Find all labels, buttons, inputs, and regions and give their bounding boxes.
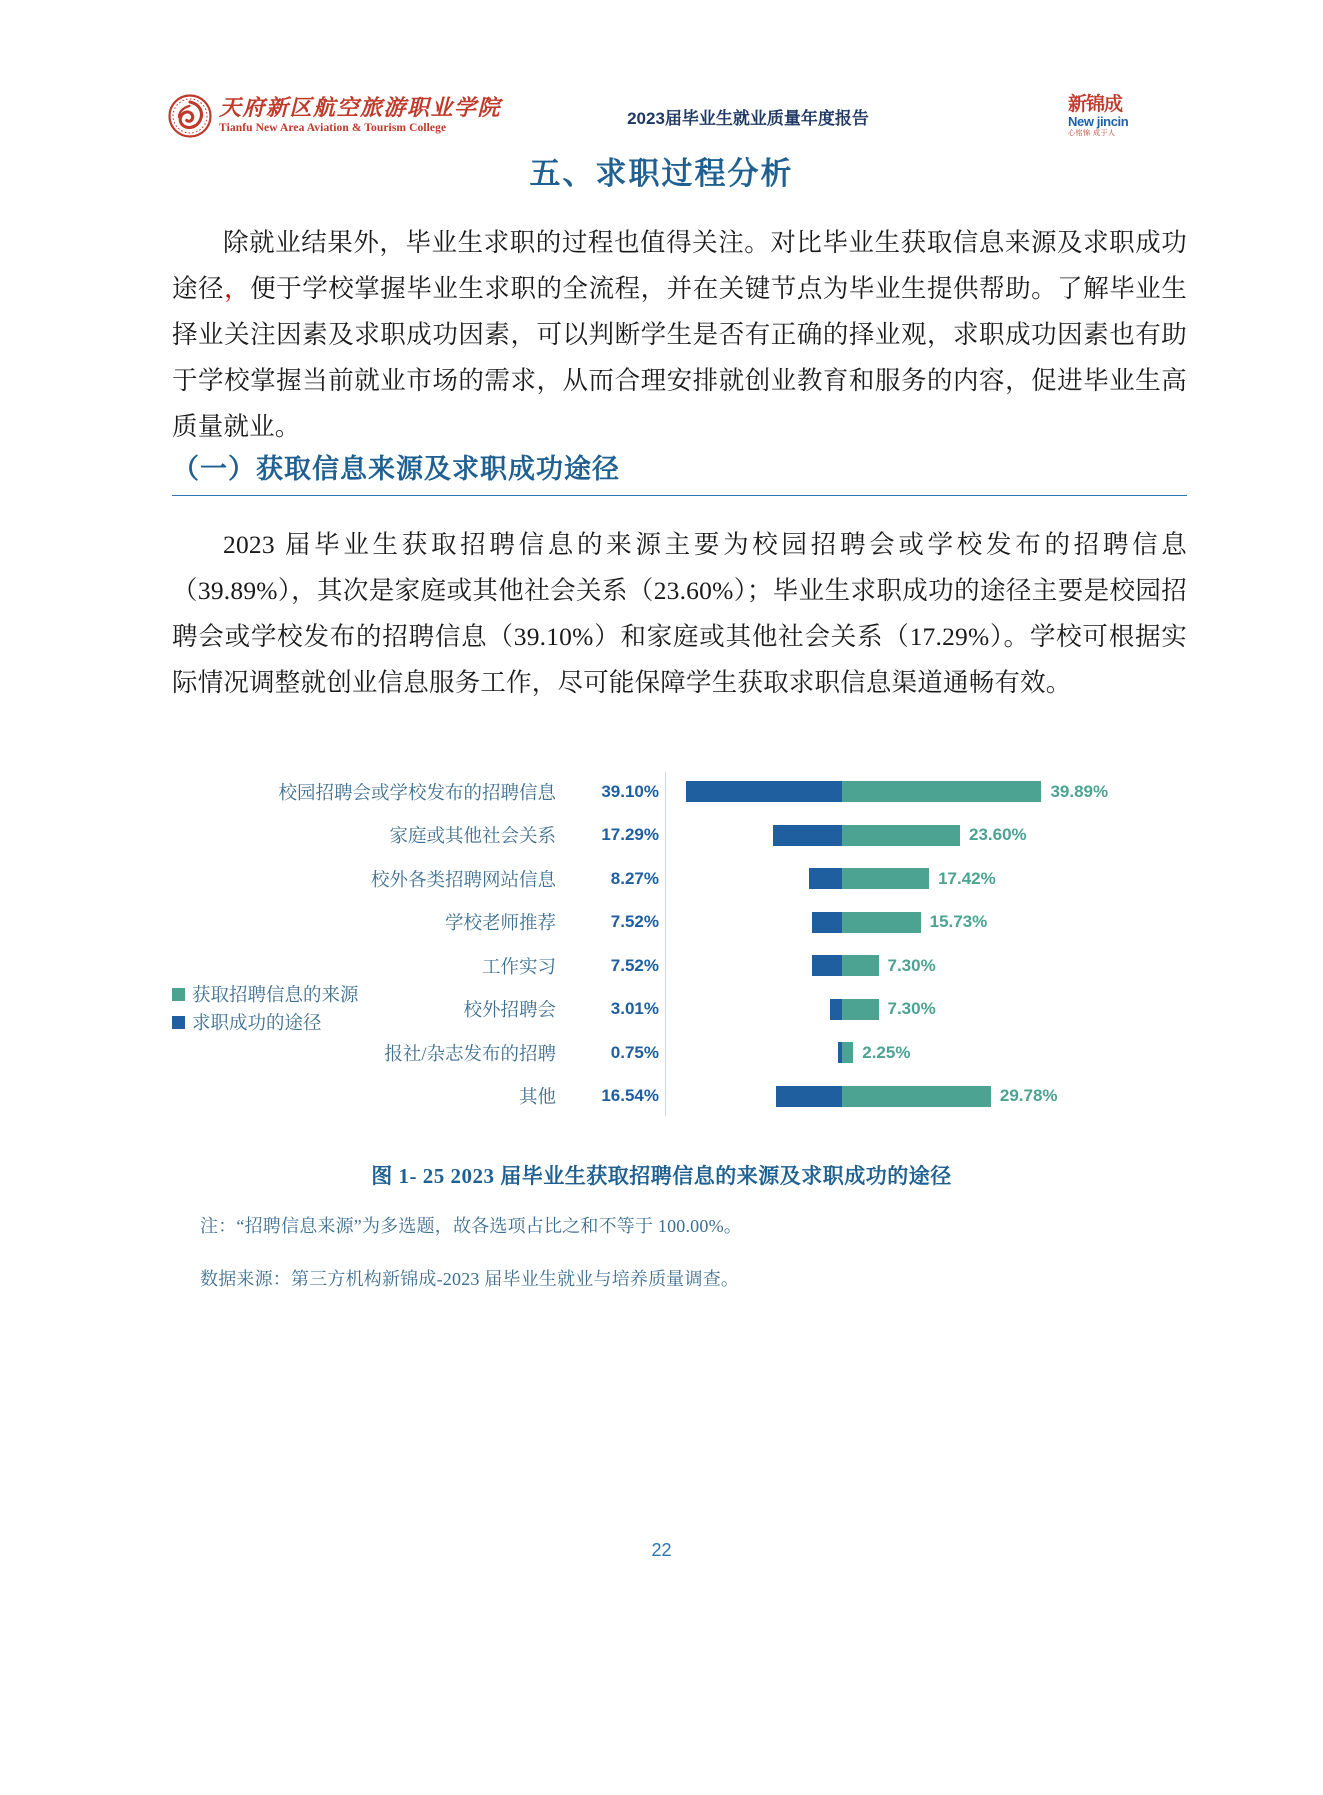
chart-category-label: 学校老师推荐 [444,914,556,935]
college-logo [168,94,502,138]
figure-note-source: 数据来源：第三方机构新锦成-2023 届毕业生就业与培养质量调查。 [200,1269,740,1289]
chart-legend-swatch [172,1016,185,1029]
chart-row [172,857,1187,901]
chart-bar-right [842,1086,991,1107]
chart-bars [668,944,1088,988]
chart-right-value: 29.78% [999,1086,1058,1105]
figure-note-multiselect: 注：“招聘信息来源”为多选题，故各选项占比之和不等于 100.00%。 [200,1216,742,1236]
section-title: 五、求职过程分析 [529,156,794,191]
chart-left-value: 39.10% [601,781,659,801]
chart-right-value: 15.73% [929,912,988,931]
analysis-paragraph-text: 2023 届毕业生获取招聘信息的来源主要为校园招聘会或学校发布的招聘信息（39.89%），其次是家庭或其他社会关系（23.60%）；毕业生求职成功的途径主要是校园招聘会或学校发布的招聘信息（39.10%）和家庭或其他社会关系（17.29%）。学校可根据实际情况调整就创业信息服务工作，尽可能保障学生获取求职信息渠道通畅有效。 [172,530,1187,697]
chart-left-value: 3.01% [610,999,659,1019]
chart-legend-swatch [172,988,185,1001]
chart-bars [668,857,1088,901]
chart-bar-left [773,825,842,846]
chart-left-value: 7.52% [610,955,659,975]
chart-left-value: 0.75% [610,1042,659,1062]
chart-left-value: 17.29% [601,825,659,845]
figure-caption: 图 1- 25 2023 届毕业生获取招聘信息的来源及求职成功的途径 [371,1164,952,1188]
chart-rows [172,770,1187,1118]
vendor-name-en: New jincin [1068,113,1129,129]
page-number: 22 [651,1540,672,1560]
report-title-header: 2023届毕业生就业质量年度报告 [627,108,869,128]
chart-bar-right [842,999,879,1020]
vendor-name-cn: 新锦成 [1068,94,1123,116]
bar-chart [172,770,1187,1130]
chart-bar-right [842,912,921,933]
chart-category-label: 家庭或其他社会关系 [389,827,556,848]
chart-legend [172,980,372,1036]
chart-bar-left [812,955,842,976]
chart-bars [668,1031,1088,1075]
chart-bars [668,988,1088,1032]
chart-bar-left [812,912,842,933]
chart-category-label: 校外招聘会 [463,1001,556,1022]
college-seal-icon [168,94,212,138]
chart-legend-item [172,980,372,1008]
chart-category-label: 校园招聘会或学校发布的招聘信息 [278,783,556,804]
chart-row [172,901,1187,945]
chart-bar-right [842,1042,853,1063]
intro-text-a: 除就业结果外，毕业生求职的过程也值得关注。对比毕业生获取信息来源及求职成功途径 [172,228,1187,303]
chart-bar-left [686,781,842,802]
chart-bar-right [842,781,1041,802]
subsection-heading [172,452,1187,496]
chart-bar-right [842,868,929,889]
vendor-tagline: 心铭锦 成于人 [1068,129,1116,137]
chart-bars [668,901,1088,945]
chart-legend-label: 获取招聘信息的来源 [192,986,359,1006]
chart-bar-right [842,955,879,976]
chart-category-label: 报社/杂志发布的招聘 [384,1044,556,1065]
chart-left-value: 7.52% [610,912,659,932]
intro-paragraph [172,220,1187,450]
chart-bars [668,1075,1088,1119]
intro-text-b: 便于学校掌握毕业生求职的全流程，并在关键节点为毕业生提供帮助。了解毕业生择业关注因素及求职成功因素，可以判断学生是否有正确的择业观，求职成功因素也有助于学校掌握当前就业市场的需求，从而合理安排就创业教育和服务的内容，促进毕业生高质量就业。 [172,274,1188,441]
chart-bars [668,770,1109,814]
subsection-heading-text: （一）获取信息来源及求职成功途径 [172,454,620,484]
chart-right-value: 2.25% [862,1042,911,1062]
analysis-paragraph [172,522,1187,706]
chart-bar-left [830,999,842,1020]
chart-right-value: 39.89% [1050,781,1109,801]
heading-divider [172,495,1187,496]
chart-legend-label: 求职成功的途径 [192,1014,322,1034]
college-name-cn: 天府新区航空旅游职业学院 [219,95,502,120]
page-header [168,88,1158,144]
chart-bar-right [842,825,960,846]
chart-category-label: 校外各类招聘网站信息 [370,870,556,891]
chart-row [172,1031,1187,1075]
chart-row [172,770,1187,814]
chart-row [172,814,1187,858]
chart-left-value: 16.54% [601,1086,659,1106]
chart-category-label: 工作实习 [481,957,556,978]
chart-legend-item [172,1008,372,1036]
vendor-logo [1068,95,1158,137]
chart-bar-left [809,868,842,889]
intro-text-red-comma: ， [224,274,251,303]
chart-right-value: 17.42% [938,868,996,888]
chart-bar-left [776,1086,842,1107]
college-name-en: Tianfu New Area Aviation & Tourism College [219,122,447,134]
chart-row [172,1075,1187,1119]
chart-right-value: 23.60% [969,825,1027,844]
chart-category-label: 其他 [518,1088,556,1109]
chart-bars [668,814,1088,858]
chart-left-value: 8.27% [610,868,659,888]
chart-right-value: 7.30% [887,955,936,975]
chart-right-value: 7.30% [887,999,936,1018]
